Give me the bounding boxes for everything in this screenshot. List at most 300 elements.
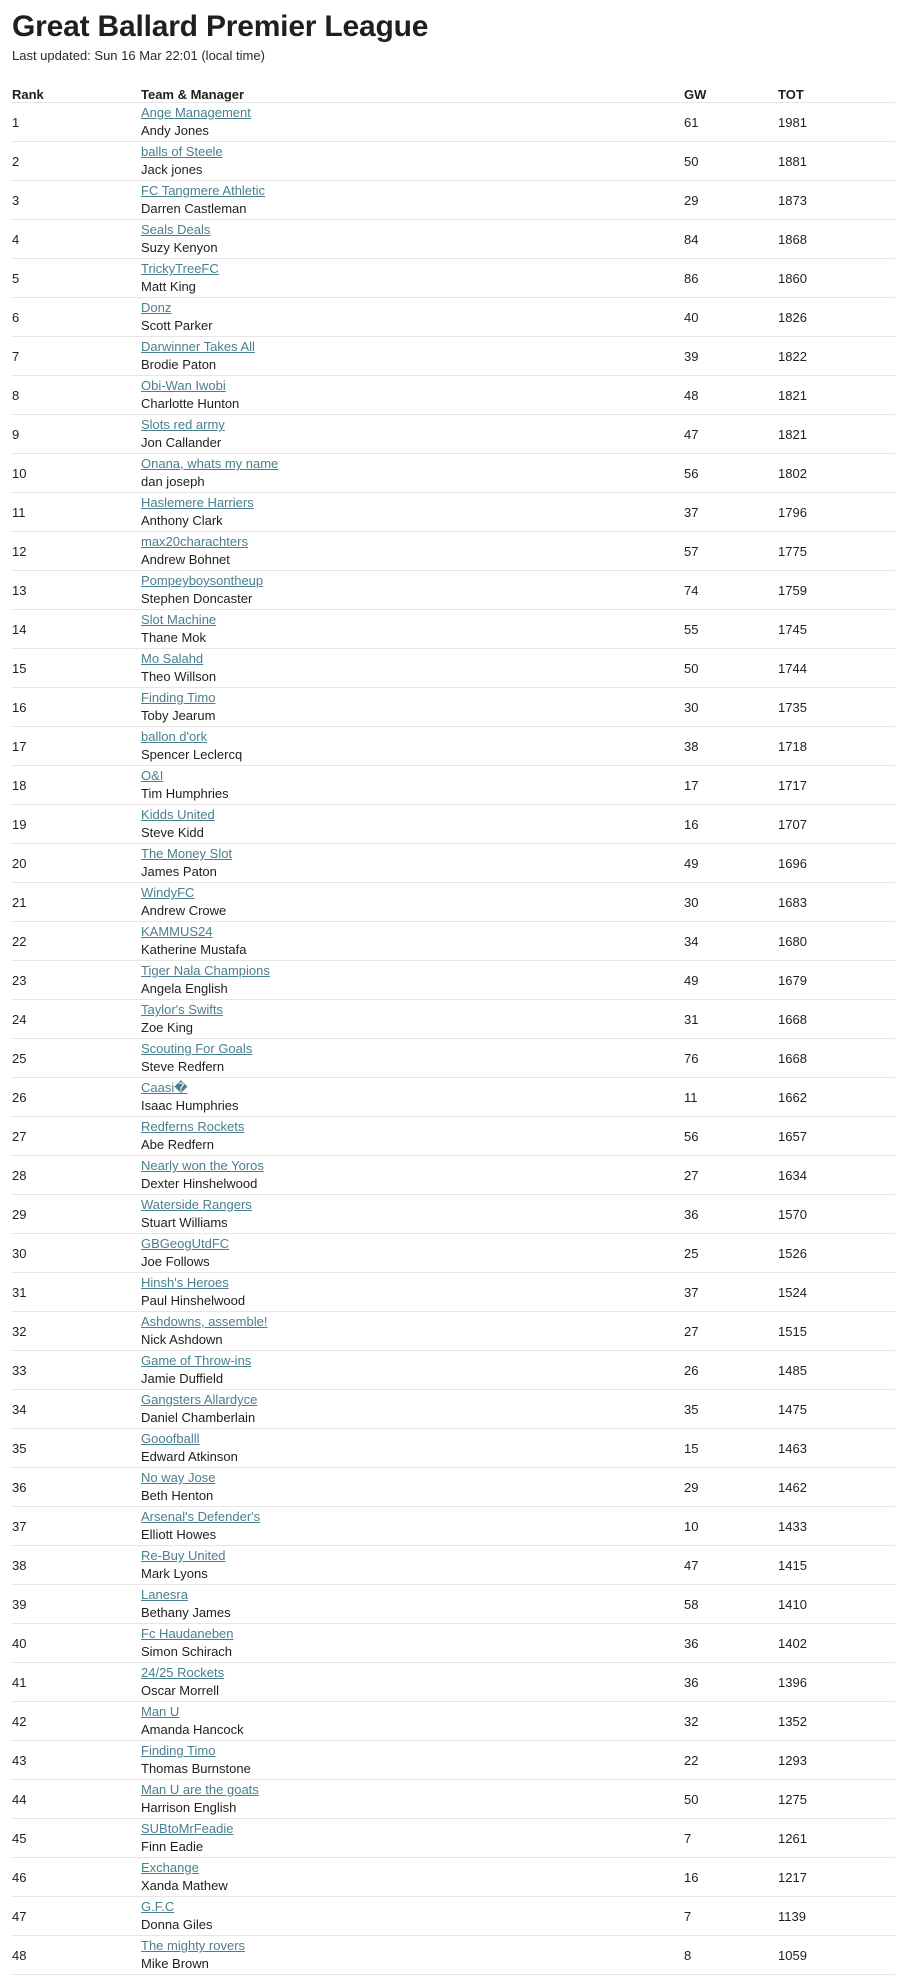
manager-name: Dexter Hinshelwood	[141, 1176, 258, 1191]
manager-name: Harrison English	[141, 1800, 237, 1815]
rank-cell: 31	[12, 1273, 141, 1312]
team-manager-cell	[141, 1390, 684, 1429]
team-link[interactable]: Arsenal's Defender's	[141, 1509, 261, 1524]
team-manager-cell	[141, 1936, 684, 1975]
tot-cell: 1524	[778, 1273, 895, 1312]
team-link[interactable]: Scouting For Goals	[141, 1041, 253, 1056]
table-row	[12, 142, 895, 181]
team-link[interactable]: TrickyTreeFC	[141, 261, 219, 276]
team-link[interactable]: Pompeyboysontheup	[141, 573, 264, 588]
team-link[interactable]: Game of Throw-ins	[141, 1353, 252, 1368]
table-row	[12, 1468, 895, 1507]
team-manager-cell	[141, 220, 684, 259]
team-link[interactable]: Finding Timo	[141, 690, 216, 705]
tot-cell: 1293	[778, 1741, 895, 1780]
gw-cell: 86	[684, 259, 778, 298]
gw-cell: 8	[684, 1936, 778, 1975]
gw-cell: 40	[684, 298, 778, 337]
manager-name: Paul Hinshelwood	[141, 1293, 246, 1308]
team-link[interactable]: Redferns Rockets	[141, 1119, 245, 1134]
gw-cell: 36	[684, 1195, 778, 1234]
tot-cell: 1059	[778, 1936, 895, 1975]
tot-cell: 1657	[778, 1117, 895, 1156]
team-manager-cell	[141, 1858, 684, 1897]
rank-cell: 20	[12, 844, 141, 883]
gw-cell: 48	[684, 376, 778, 415]
rank-cell: 21	[12, 883, 141, 922]
tot-cell: 1139	[778, 1897, 895, 1936]
rank-cell: 46	[12, 1858, 141, 1897]
tot-cell: 1881	[778, 142, 895, 181]
table-row	[12, 1312, 895, 1351]
team-manager-cell	[141, 844, 684, 883]
tot-cell: 1217	[778, 1858, 895, 1897]
team-link[interactable]: Lanesra	[141, 1587, 188, 1602]
team-link[interactable]: Haslemere Harriers	[141, 495, 254, 510]
gw-cell: 30	[684, 688, 778, 727]
tot-cell: 1744	[778, 649, 895, 688]
team-manager-cell	[141, 454, 684, 493]
rank-cell: 14	[12, 610, 141, 649]
table-row	[12, 1936, 895, 1975]
manager-name: Steve Redfern	[141, 1059, 225, 1074]
team-manager-cell	[141, 337, 684, 376]
table-row	[12, 688, 895, 727]
tot-cell: 1485	[778, 1351, 895, 1390]
rank-cell: 23	[12, 961, 141, 1000]
gw-cell: 37	[684, 1273, 778, 1312]
team-link[interactable]: The Money Slot	[141, 846, 233, 861]
gw-cell: 84	[684, 220, 778, 259]
rank-cell: 44	[12, 1780, 141, 1819]
tot-cell: 1662	[778, 1078, 895, 1117]
table-row	[12, 766, 895, 805]
tot-cell: 1410	[778, 1585, 895, 1624]
tot-cell: 1707	[778, 805, 895, 844]
gw-cell: 17	[684, 766, 778, 805]
team-link[interactable]: Kidds United	[141, 807, 215, 822]
manager-name: Jack jones	[141, 162, 203, 177]
manager-name: Andrew Bohnet	[141, 552, 230, 567]
team-manager-cell	[141, 1624, 684, 1663]
last-updated: Last updated: Sun 16 Mar 22:01 (local time)	[12, 48, 265, 63]
league-table	[12, 82, 895, 1975]
manager-name: Jamie Duffield	[141, 1371, 224, 1386]
rank-cell: 16	[12, 688, 141, 727]
gw-cell: 16	[684, 805, 778, 844]
team-manager-cell	[141, 1039, 684, 1078]
team-link[interactable]: FC Tangmere Athletic	[141, 183, 266, 198]
manager-name: Beth Henton	[141, 1488, 214, 1503]
manager-name: Brodie Paton	[141, 357, 217, 372]
tot-cell: 1981	[778, 103, 895, 142]
rank-cell: 42	[12, 1702, 141, 1741]
gw-cell: 56	[684, 454, 778, 493]
table-row	[12, 1780, 895, 1819]
rank-cell: 13	[12, 571, 141, 610]
tot-cell: 1821	[778, 376, 895, 415]
table-row	[12, 1624, 895, 1663]
team-manager-cell	[141, 1351, 684, 1390]
rank-cell: 34	[12, 1390, 141, 1429]
table-row	[12, 532, 895, 571]
tot-cell: 1679	[778, 961, 895, 1000]
tot-cell: 1868	[778, 220, 895, 259]
team-manager-cell	[141, 922, 684, 961]
team-link[interactable]: Ange Management	[141, 105, 251, 120]
tot-cell: 1821	[778, 415, 895, 454]
rank-cell: 45	[12, 1819, 141, 1858]
rank-cell: 28	[12, 1156, 141, 1195]
manager-name: Anthony Clark	[141, 513, 223, 528]
team-link[interactable]: Gooofballl	[141, 1431, 200, 1446]
team-link[interactable]: Seals Deals	[141, 222, 211, 237]
gw-cell: 10	[684, 1507, 778, 1546]
manager-name: Elliott Howes	[141, 1527, 217, 1542]
team-manager-cell	[141, 1117, 684, 1156]
tot-cell: 1515	[778, 1312, 895, 1351]
team-link[interactable]: SUBtoMrFeadie	[141, 1821, 234, 1836]
team-link[interactable]: Donz	[141, 300, 172, 315]
tot-cell: 1415	[778, 1546, 895, 1585]
team-manager-cell	[141, 805, 684, 844]
rank-cell: 43	[12, 1741, 141, 1780]
gw-cell: 39	[684, 337, 778, 376]
rank-cell: 11	[12, 493, 141, 532]
manager-name: Daniel Chamberlain	[141, 1410, 256, 1425]
team-manager-cell	[141, 1156, 684, 1195]
rank-cell: 37	[12, 1507, 141, 1546]
team-link[interactable]: 24/25 Rockets	[141, 1665, 225, 1680]
table-row	[12, 1195, 895, 1234]
table-row	[12, 805, 895, 844]
team-link[interactable]: Onana, whats my name	[141, 456, 279, 471]
tot-cell: 1668	[778, 1039, 895, 1078]
gw-cell: 32	[684, 1702, 778, 1741]
team-manager-cell	[141, 1780, 684, 1819]
table-row	[12, 844, 895, 883]
team-link[interactable]: Ashdowns, assemble!	[141, 1314, 268, 1329]
manager-name: dan joseph	[141, 474, 205, 489]
team-link[interactable]: Hinsh's Heroes	[141, 1275, 229, 1290]
team-link[interactable]: balls of Steele	[141, 144, 223, 159]
manager-name: Stephen Doncaster	[141, 591, 253, 606]
table-row	[12, 1741, 895, 1780]
table-row	[12, 649, 895, 688]
team-manager-cell	[141, 649, 684, 688]
manager-name: Thomas Burnstone	[141, 1761, 251, 1776]
gw-cell: 15	[684, 1429, 778, 1468]
table-row	[12, 337, 895, 376]
rank-cell: 4	[12, 220, 141, 259]
rank-cell: 40	[12, 1624, 141, 1663]
rank-cell: 3	[12, 181, 141, 220]
manager-name: Oscar Morrell	[141, 1683, 220, 1698]
rank-cell: 17	[12, 727, 141, 766]
table-body	[12, 103, 895, 1975]
team-manager-cell	[141, 1702, 684, 1741]
team-link[interactable]: Taylor's Swifts	[141, 1002, 223, 1017]
tot-cell: 1696	[778, 844, 895, 883]
gw-cell: 49	[684, 844, 778, 883]
manager-name: Bethany James	[141, 1605, 231, 1620]
gw-cell: 76	[684, 1039, 778, 1078]
team-manager-cell	[141, 1507, 684, 1546]
gw-cell: 50	[684, 142, 778, 181]
manager-name: Thane Mok	[141, 630, 207, 645]
table-row	[12, 1702, 895, 1741]
team-link[interactable]: Obi-Wan Iwobi	[141, 378, 226, 393]
tot-cell: 1570	[778, 1195, 895, 1234]
team-manager-cell	[141, 1585, 684, 1624]
column-header-team: Team & Manager	[141, 82, 684, 103]
rank-cell: 2	[12, 142, 141, 181]
rank-cell: 36	[12, 1468, 141, 1507]
team-link[interactable]: ballon d'ork	[141, 729, 208, 744]
gw-cell: 38	[684, 727, 778, 766]
table-row	[12, 103, 895, 142]
team-manager-cell	[141, 142, 684, 181]
table-row	[12, 1897, 895, 1936]
gw-cell: 31	[684, 1000, 778, 1039]
table-header-row	[12, 82, 895, 103]
team-manager-cell	[141, 1819, 684, 1858]
manager-name: Isaac Humphries	[141, 1098, 239, 1113]
team-link[interactable]: The mighty rovers	[141, 1938, 246, 1953]
tot-cell: 1463	[778, 1429, 895, 1468]
rank-cell: 27	[12, 1117, 141, 1156]
table-row	[12, 922, 895, 961]
tot-cell: 1683	[778, 883, 895, 922]
gw-cell: 26	[684, 1351, 778, 1390]
tot-cell: 1475	[778, 1390, 895, 1429]
table-row	[12, 571, 895, 610]
manager-name: Darren Castleman	[141, 201, 247, 216]
gw-cell: 27	[684, 1156, 778, 1195]
manager-name: Toby Jearum	[141, 708, 216, 723]
team-link[interactable]: Nearly won the Yoros	[141, 1158, 264, 1173]
tot-cell: 1860	[778, 259, 895, 298]
team-link[interactable]: Fc Haudaneben	[141, 1626, 234, 1641]
tot-cell: 1433	[778, 1507, 895, 1546]
table-row	[12, 181, 895, 220]
gw-cell: 25	[684, 1234, 778, 1273]
team-link[interactable]: Darwinner Takes All	[141, 339, 255, 354]
team-manager-cell	[141, 181, 684, 220]
manager-name: Finn Eadie	[141, 1839, 204, 1854]
team-link[interactable]: Re-Buy United	[141, 1548, 226, 1563]
tot-cell: 1873	[778, 181, 895, 220]
team-manager-cell	[141, 1195, 684, 1234]
team-link[interactable]: Caasi�	[141, 1080, 188, 1095]
manager-name: Katherine Mustafa	[141, 942, 247, 957]
manager-name: Steve Kidd	[141, 825, 204, 840]
manager-name: Mark Lyons	[141, 1566, 208, 1581]
team-manager-cell	[141, 259, 684, 298]
team-manager-cell	[141, 883, 684, 922]
gw-cell: 36	[684, 1663, 778, 1702]
team-link[interactable]: G.F.C	[141, 1899, 175, 1914]
team-link[interactable]: O&I	[141, 768, 164, 783]
team-manager-cell	[141, 610, 684, 649]
gw-cell: 34	[684, 922, 778, 961]
tot-cell: 1396	[778, 1663, 895, 1702]
rank-cell: 32	[12, 1312, 141, 1351]
manager-name: Donna Giles	[141, 1917, 213, 1932]
rank-cell: 24	[12, 1000, 141, 1039]
team-link[interactable]: KAMMUS24	[141, 924, 213, 939]
table-row	[12, 1234, 895, 1273]
table-row	[12, 1585, 895, 1624]
table-row	[12, 883, 895, 922]
gw-cell: 11	[684, 1078, 778, 1117]
team-manager-cell	[141, 1078, 684, 1117]
table-row	[12, 1819, 895, 1858]
manager-name: Mike Brown	[141, 1956, 209, 1971]
manager-name: Zoe King	[141, 1020, 194, 1035]
rank-cell: 48	[12, 1936, 141, 1975]
table-row	[12, 259, 895, 298]
team-link[interactable]: Man U	[141, 1704, 180, 1719]
table-row	[12, 298, 895, 337]
gw-cell: 57	[684, 532, 778, 571]
manager-name: Suzy Kenyon	[141, 240, 218, 255]
table-row	[12, 1000, 895, 1039]
team-link[interactable]: No way Jose	[141, 1470, 216, 1485]
table-row	[12, 1156, 895, 1195]
tot-cell: 1759	[778, 571, 895, 610]
manager-name: Andy Jones	[141, 123, 209, 138]
manager-name: Matt King	[141, 279, 196, 294]
table-row	[12, 454, 895, 493]
manager-name: Theo Willson	[141, 669, 217, 684]
table-row	[12, 1273, 895, 1312]
column-header-tot: TOT	[778, 82, 895, 103]
gw-cell: 36	[684, 1624, 778, 1663]
team-link[interactable]: Exchange	[141, 1860, 199, 1875]
team-link[interactable]: Slots red army	[141, 417, 225, 432]
tot-cell: 1275	[778, 1780, 895, 1819]
tot-cell: 1717	[778, 766, 895, 805]
manager-name: James Paton	[141, 864, 217, 879]
rank-cell: 9	[12, 415, 141, 454]
team-manager-cell	[141, 1429, 684, 1468]
gw-cell: 35	[684, 1390, 778, 1429]
manager-name: Andrew Crowe	[141, 903, 227, 918]
team-link[interactable]: Mo Salahd	[141, 651, 204, 666]
tot-cell: 1352	[778, 1702, 895, 1741]
rank-cell: 41	[12, 1663, 141, 1702]
table-row	[12, 1039, 895, 1078]
manager-name: Angela English	[141, 981, 228, 996]
team-link[interactable]: Slot Machine	[141, 612, 217, 627]
team-manager-cell	[141, 415, 684, 454]
team-manager-cell	[141, 1273, 684, 1312]
team-link[interactable]: Tiger Nala Champions	[141, 963, 270, 978]
team-link[interactable]: Man U are the goats	[141, 1782, 259, 1797]
gw-cell: 47	[684, 415, 778, 454]
manager-name: Xanda Mathew	[141, 1878, 228, 1893]
team-manager-cell	[141, 727, 684, 766]
tot-cell: 1775	[778, 532, 895, 571]
table-row	[12, 1429, 895, 1468]
rank-cell: 18	[12, 766, 141, 805]
gw-cell: 16	[684, 1858, 778, 1897]
rank-cell: 39	[12, 1585, 141, 1624]
team-manager-cell	[141, 688, 684, 727]
rank-cell: 19	[12, 805, 141, 844]
team-manager-cell	[141, 376, 684, 415]
team-manager-cell	[141, 1741, 684, 1780]
gw-cell: 55	[684, 610, 778, 649]
table-row	[12, 415, 895, 454]
gw-cell: 29	[684, 1468, 778, 1507]
manager-name: Abe Redfern	[141, 1137, 214, 1152]
team-manager-cell	[141, 571, 684, 610]
rank-cell: 26	[12, 1078, 141, 1117]
table-row	[12, 610, 895, 649]
gw-cell: 58	[684, 1585, 778, 1624]
gw-cell: 30	[684, 883, 778, 922]
team-manager-cell	[141, 298, 684, 337]
rank-cell: 1	[12, 103, 141, 142]
tot-cell: 1826	[778, 298, 895, 337]
table-row	[12, 1078, 895, 1117]
team-link[interactable]: Finding Timo	[141, 1743, 216, 1758]
manager-name: Amanda Hancock	[141, 1722, 244, 1737]
table-row	[12, 220, 895, 259]
tot-cell: 1822	[778, 337, 895, 376]
table-row	[12, 1507, 895, 1546]
team-link[interactable]: WindyFC	[141, 885, 195, 900]
rank-cell: 29	[12, 1195, 141, 1234]
manager-name: Stuart Williams	[141, 1215, 228, 1230]
team-link[interactable]: Gangsters Allardyce	[141, 1392, 258, 1407]
tot-cell: 1745	[778, 610, 895, 649]
team-manager-cell	[141, 532, 684, 571]
tot-cell: 1735	[778, 688, 895, 727]
manager-name: Jon Callander	[141, 435, 222, 450]
tot-cell: 1802	[778, 454, 895, 493]
gw-cell: 49	[684, 961, 778, 1000]
manager-name: Scott Parker	[141, 318, 213, 333]
gw-cell: 74	[684, 571, 778, 610]
rank-cell: 30	[12, 1234, 141, 1273]
team-link[interactable]: GBGeogUtdFC	[141, 1236, 230, 1251]
team-manager-cell	[141, 1312, 684, 1351]
table-row	[12, 376, 895, 415]
rank-cell: 25	[12, 1039, 141, 1078]
team-manager-cell	[141, 1897, 684, 1936]
team-manager-cell	[141, 1546, 684, 1585]
tot-cell: 1261	[778, 1819, 895, 1858]
team-link[interactable]: max20charachters	[141, 534, 248, 549]
rank-cell: 12	[12, 532, 141, 571]
table-row	[12, 961, 895, 1000]
team-manager-cell	[141, 766, 684, 805]
column-header-rank: Rank	[12, 82, 141, 103]
gw-cell: 56	[684, 1117, 778, 1156]
manager-name: Tim Humphries	[141, 786, 229, 801]
gw-cell: 50	[684, 1780, 778, 1819]
rank-cell: 6	[12, 298, 141, 337]
table-row	[12, 1390, 895, 1429]
gw-cell: 7	[684, 1897, 778, 1936]
team-link[interactable]: Waterside Rangers	[141, 1197, 252, 1212]
rank-cell: 15	[12, 649, 141, 688]
team-manager-cell	[141, 1468, 684, 1507]
manager-name: Joe Follows	[141, 1254, 210, 1269]
